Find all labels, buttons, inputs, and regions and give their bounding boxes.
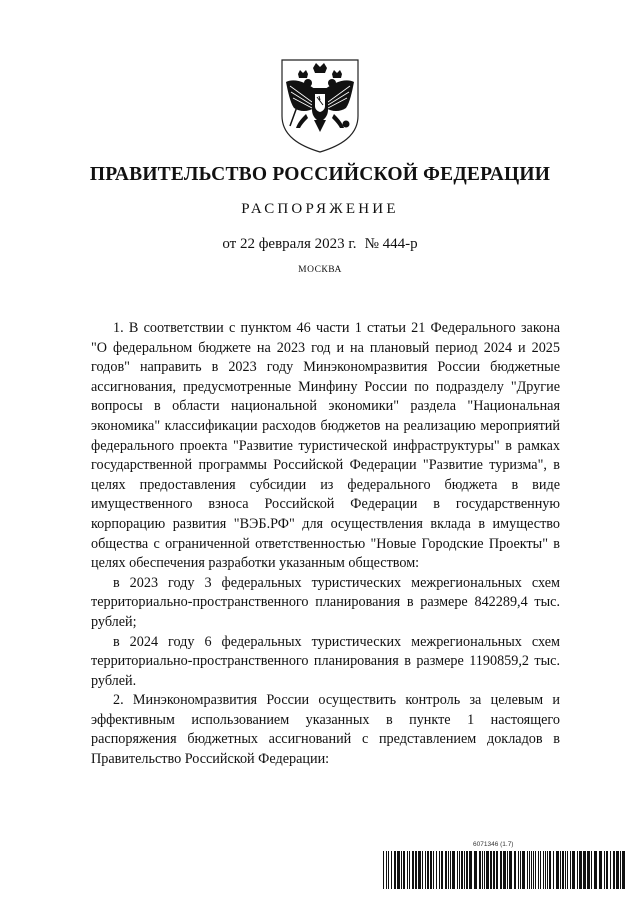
paragraph-1: 1. В соответствии с пунктом 46 части 1 статьи 21 Федерального закона "О федеральном бюджете на 2023 год и на плановый период 2024 и 2025 годов" направить в 2023 году Минэкономразвития России бюджетные ассигнования, предусмотренные Минфину России по подразделу "Другие вопросы в области национальной экономики" раздела "Национальная экономика" классификации расходов бюджетов на реализацию мероприятий федерального проекта "Развитие туристической инфраструктуры" в рамках государственной программы Российской Федерации "Развитие туризма", в целях предоставления субсидии из федерального бюджета в виде имущественного взноса Российской Федерации в государственную корпорацию развития "ВЭБ.РФ" для осуществления вклада в имущество общества с ограниченной ответственностью "Новые Городские Проекты" в целях обеспечения разработки указанным обществом: (91, 320, 560, 572)
document-city: МОСКВА (298, 265, 342, 275)
document-date-line (0, 236, 640, 253)
government-title: ПРАВИТЕЛЬСТВО РОССИЙСКОЙ ФЕДЕРАЦИИ (89, 164, 551, 185)
document-date: от 22 февраля 2023 г. (222, 236, 357, 252)
paragraph-3: в 2024 году 6 федеральных туристических межрегиональных схем территориально-пространственного планирования в размере 1190859,2 тыс. рублей. (91, 633, 560, 689)
barcode-icon (383, 851, 626, 889)
coat-of-arms-icon (276, 54, 364, 154)
document-type: РАСПОРЯЖЕНИЕ (241, 201, 399, 217)
barcode-block (383, 841, 626, 891)
barcode-label: 6071346 (1.7) (473, 841, 514, 848)
document-number: № 444-р (364, 236, 418, 252)
paragraph-4: 2. Минэкономразвития России осуществить контроль за целевым и эффективным использованием указанных в пункте 1 настоящего распоряжения бюджетных ассигнований с представлением докладов в Правительство Российской Федерации: (91, 692, 560, 768)
document-body (91, 319, 560, 770)
paragraph-2: в 2023 году 3 федеральных туристических межрегиональных схем территориально-пространственного планирования в размере 842289,4 тыс. рублей; (91, 574, 560, 630)
